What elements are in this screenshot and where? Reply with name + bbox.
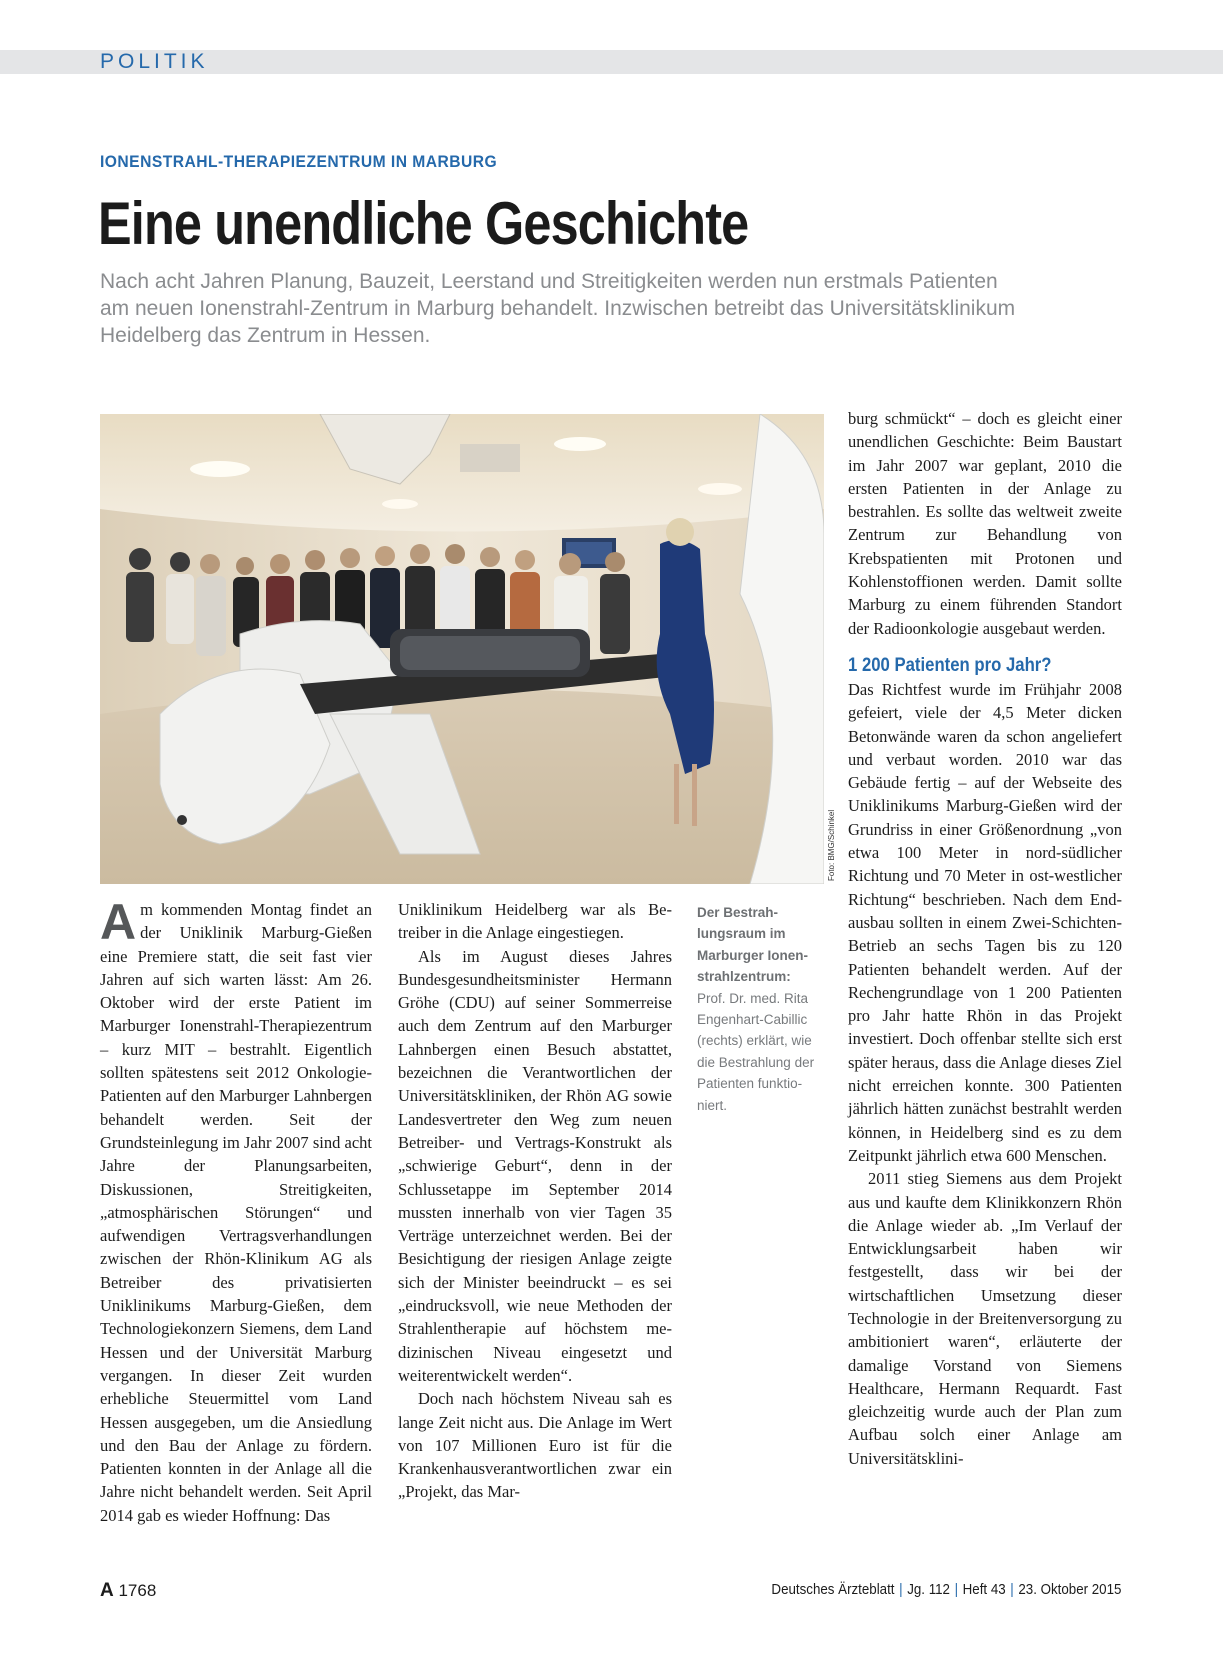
article-paragraph: Am kommenden Montag findet an der Uniklinik Marburg-Gießen eine Premiere statt, die seit fast vier Jahren auf sich warten lässt: Am 26. Oktober wird der erste Patient im Marburger Ionenstrahl-Therapiezentrum – kurz MIT – bestrahlt. Eigentlich sollten spätestens seit 2012 Onkologie-Patienten auf den Marburger Lahnbergen behandelt werden. Seit der Grundsteinlegung im Jahr 2007 sind acht Jahre der Planungsarbeiten, Diskussionen, Streitigkeiten, „atmosphärischen Störungen“ und aufwendigen Vertragsverhandlungen zwischen der Rhön-Klinikum AG als Betreiber des privatisierten Uniklinikums Marburg-Gießen, dem Technologiekonzern Siemens, dem Land Hessen und der Universität Marburg vergangen. In dieser Zeit wurden erhebliche Steuermittel vom Land Hessen ausgegeben, um die Ansiedlung und den Bau der Anlage zu fördern. Patienten konnten in der Anlage all die Jahre nicht behandelt werden. Seit April 2014 gab es wieder Hoffnung: Das: [100, 894, 372, 1525]
caption-title: Der Bestrahlungsraum im Marburger Ionenstrahlzentrum:: [697, 905, 809, 985]
article-column-3: [848, 407, 1122, 1470]
photo-credit: Foto: BMG/Schinkel: [827, 809, 836, 881]
journal-volume: Jg. 112: [906, 1582, 950, 1598]
journal-date: 23. Oktober 2015: [1017, 1582, 1121, 1598]
article-kicker: IONENSTRAHL-THERAPIEZENTRUM IN MARBURG: [100, 152, 498, 171]
article-paragraph: Als im August dieses Jahres Bundesgesundheitsminister Hermann Gröhe (CDU) auf seiner Sommerreise auch dem Zentrum auf den Marburger Lahnbergen einen Besuch abstattet, bezeichnen die Verantwortlichen der Universitätskliniken, der Rhön AG sowie Landesvertreter den Weg zum neuen Betreiber- und Vertrags-Konstrukt als „schwierige Geburt“, denn in der Schlussetappe im September 2014 mussten innerhalb von vier Tagen 35 Verträge unterzeichnet werden. Bei der Besichtigung der riesigen Anlage zeigte sich der Minister beeindruckt – es sei „eindrucksvoll, wie neue Methoden der Strahlentherapie auf höchstem medizinischen Niveau eingesetzt und weiterentwickelt werden“.: [398, 946, 672, 1385]
article-headline: Eine unendliche Geschichte: [98, 190, 749, 257]
article-paragraph: 2011 stieg Siemens aus dem Projekt aus und kaufte dem Klinikkonzern Rhön die Anlage wieder ab. „Im Verlauf der Entwicklungsarbeit haben wir festgestellt, dass wir bei der wirtschaftlichen Umsetzung dieser Technologie in der Breitenversorgung zu ambitioniert waren“, erläuterte der damalige Vorstand von Siemens Healthcare, Hermann Requardt. Fast gleichzeitig wurde auch der Plan zum Aufbau solch einer Anlage am Universitätsklini-: [848, 1169, 1122, 1468]
treatment-room-illustration: [100, 414, 824, 884]
article-paragraph: Doch nach höchstem Niveau sah es lange Zeit nicht aus. Die Anlage im Wert von 107 Millionen Euro ist für die Krankenhausverantwortlichen zwar ein „Projekt, das Mar-: [398, 1389, 672, 1502]
section-label: POLITIK: [100, 50, 209, 73]
article-column-2: [398, 898, 672, 1504]
article-paragraph: Das Richtfest wurde im Frühjahr 2008 gefeiert, viele der 4,5 Meter dicken Betonwände waren da schon angeliefert und verbaut worden. 2010 war das Gebäude fertig – auf der Webseite des Uniklinikums Marburg-Gießen wird der Grundriss in einer Größenordnung „von etwa 100 Meter in nord-südlicher Richtung und 70 Meter in ost-westlicher Richtung“ beschrieben. Nach dem Endausbau sollten in einem Zwei-Schichten-Betrieb an sechs Tagen bis zu 120 Patienten behandelt werden. Auf der Rechengrundlage von 1 200 Patienten pro Jahr hatte Rhön in das Projekt investiert. Doch offenbar stellte sich erst später heraus, dass die Anlage dieses Ziel nicht erreichen konnte. 300 Patienten jährlich hätten zunächst bestrahlt werden können, in Heidelberg sind es zu dem Zeitpunkt jährlich etwa 600 Menschen.: [848, 679, 1122, 1165]
article-column-1: [100, 894, 372, 1527]
article-photo: [100, 414, 824, 884]
article-lead: Nach acht Jahren Planung, Bauzeit, Leerstand und Streitigkeiten werden nun erstmals Patienten am neuen Ionenstrahl-Zentrum in Marburg behandelt. Inzwischen betreibt das Universitätsklinikum Heidelberg das Zentrum in Hessen.: [100, 270, 1016, 347]
photo-caption: [697, 902, 825, 1116]
journal-footer: Deutsches Ärzteblatt | Jg. 112 | Heft 43 | 23. Oktober 2015: [770, 1582, 1121, 1598]
article-subheading: 1 200 Patienten pro Jahr?: [848, 654, 1052, 676]
journal-name: Deutsches Ärzteblatt: [770, 1582, 895, 1598]
article-paragraph: Uniklinikum Heidelberg war als Betreiber in die Anlage eingestiegen.: [398, 900, 672, 943]
journal-issue: Heft 43: [962, 1582, 1006, 1598]
page-number: A 1768: [100, 1580, 157, 1601]
article-paragraph: burg schmückt“ – doch es gleicht einer unendlichen Geschichte: Beim Baustart im Jahr 2007 war geplant, 2010 die ersten Patienten in der Anlage zu bestrahlen. Es sollte das weltweit zweite Zentrum zur Behandlung von Krebspatienten mit Protonen und Kohlenstoffionen werden. Damit sollte Marburg zu einem führenden Standort der Radioonkologie ausgebaut werden.: [848, 409, 1122, 638]
drop-cap: A: [100, 894, 137, 950]
caption-text: Prof. Dr. med. Rita Engenhart-Cabillic (rechts) erklärt, wie die Bestrahlung der Patienten funktioniert.: [697, 990, 815, 1113]
